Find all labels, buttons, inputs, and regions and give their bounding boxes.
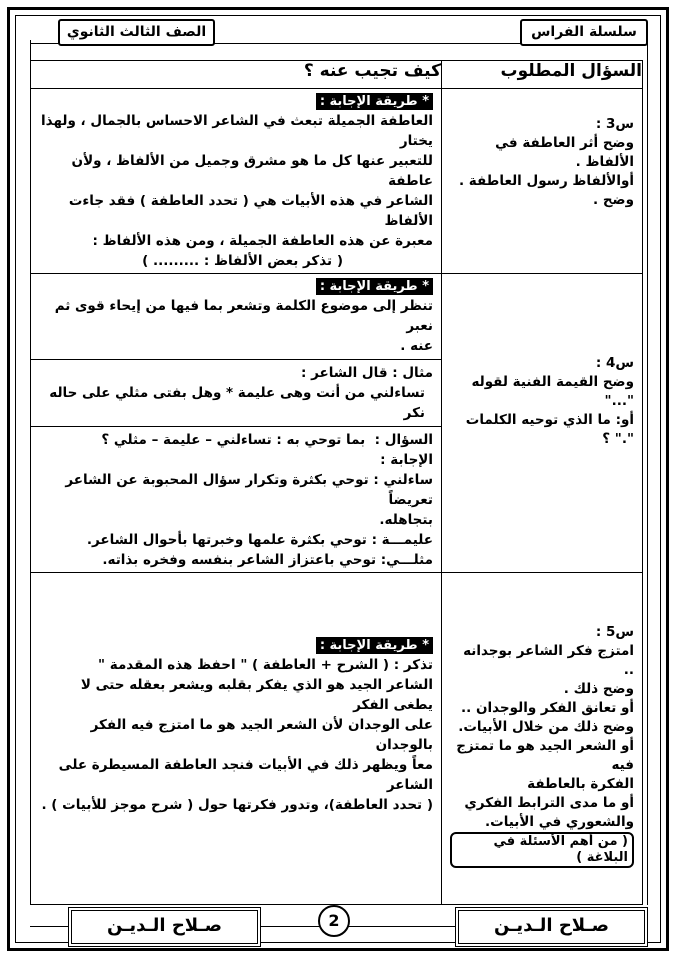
verse-line: تساءلني من أنت وهى عليمة * وهل بفتى مثلي على حاله نكر: [49, 385, 425, 421]
question-text: بما توحي به : تساءلني – عليمة – مثلي ؟: [101, 432, 366, 448]
question-line: الفكرة بالعاطفة: [527, 776, 634, 792]
series-title: سلسلة الفراس: [520, 19, 648, 46]
table-row: [31, 573, 643, 905]
answer-cell: [31, 89, 442, 274]
question-column-header: السؤال المطلوب: [442, 61, 643, 89]
question-cell: [442, 274, 643, 573]
question-line: أوالألفاظ رسول العاطفة . وضح .: [458, 173, 634, 208]
question-line: وضح القيمة الفنية لقوله "...": [471, 374, 634, 409]
answer-line: الشاعر في هذه الأبيات هي ( تحدد العاطفة ) فقد جاءت الألفاظ: [68, 193, 433, 229]
word-meaning: توحي باعتزاز الشاعر بنفسه وفخره بذاته.: [102, 552, 377, 568]
answer-cell: [31, 573, 442, 905]
question-line: وضح ذلك من خلال الأبيات.: [458, 719, 634, 735]
answer-column-header: كيف تجيب عنه ؟: [31, 61, 442, 89]
qa-table: [30, 60, 643, 905]
divider: [31, 426, 441, 427]
word-explanation: [39, 550, 433, 570]
answer-method-label: * طريقة الإجابة :: [316, 278, 433, 295]
question-line: وضح ذلك .: [563, 681, 634, 697]
answer-line: معبرة عن هذه العاطفة الجميلة ، ومن هذه الألفاظ :: [92, 233, 433, 249]
answer-line: معاً ويظهر ذلك في الأبيات فنجد العاطفة المسيطرة على الشاعر: [58, 757, 433, 793]
example-title: مثال : قال الشاعر :: [301, 365, 433, 381]
grade-title: الصف الثالث الثانوي: [58, 19, 215, 46]
answer-line: على الوجدان لأن الشعر الجيد هو ما امتزج فيه الفكر بالوجدان: [90, 717, 433, 753]
answer-line: الشاعر الجيد هو الذي يفكر بقلبه ويشعر بعقله حتى لا يطغى الفكر: [80, 677, 433, 713]
answer-cell: [31, 274, 442, 573]
word: ساءلني :: [373, 472, 433, 488]
word: مثلـــي:: [380, 552, 433, 568]
word-explanation-cont: بتجاهله.: [379, 512, 433, 528]
question-line: امتزج فكر الشاعر بوجدانه ..: [463, 643, 634, 678]
question-line: أو تعانق الفكر والوجدان ..: [461, 700, 634, 716]
answer-line: للتعبير عنها كل ما هو مشرق وجميل من الألفاظ ، ولأن عاطفة: [71, 153, 433, 189]
question-prompt: [39, 430, 433, 450]
question-line: أو: ما الذي توحيه الكلمات "." ؟: [465, 412, 634, 447]
answer-line: ( تحدد العاطفة)، وتدور فكرتها حول ( شرح موجز للأبيات ) .: [41, 797, 433, 813]
question-number: س3 :: [595, 116, 634, 132]
answer-line: العاطفة الجميلة تبعث في الشاعر الاحساس بالجمال ، ولهذا يختار: [41, 113, 433, 149]
question-number: س4 :: [595, 355, 634, 371]
word-meaning: توحي بكثرة علمها وخبرتها بأحوال الشاعر.: [86, 532, 367, 548]
page-number: 2: [318, 905, 350, 937]
word-explanation: [39, 470, 433, 510]
question-label: السؤال :: [374, 432, 433, 448]
table-row: [31, 89, 643, 274]
word: عليمـــة :: [371, 532, 433, 548]
word-meaning: توحي بكثرة وتكرار سؤال المحبوبة عن الشاعر تعريضاً: [65, 472, 433, 508]
answer-line: ( تذكر بعض الألفاظ : ......... ): [142, 253, 343, 269]
question-cell: [442, 573, 643, 905]
question-line: والشعوري في الأبيات.: [485, 814, 634, 830]
answer-line: تذكر : ( الشرح + العاطفة ) " احفظ هذه المقدمة ": [98, 657, 433, 673]
question-line: أو الشعر الجيد هو ما تمتزج فيه: [456, 738, 634, 773]
answer-label: الإجابة :: [380, 452, 433, 468]
answer-line: تنظر إلى موضوع الكلمة وتشعر بما فيها من إيحاء قوى ثم نعبر: [54, 298, 433, 334]
question-number: س5 :: [595, 624, 634, 640]
word-explanation: [39, 530, 433, 550]
question-cell: [442, 89, 643, 274]
question-line: أو ما مدى الترابط الفكري: [464, 795, 634, 811]
answer-method-label: * طريقة الإجابة :: [316, 93, 433, 110]
importance-badge: ( من أهم الأسئلة في البلاغة ): [450, 832, 634, 868]
author-box-left: صـلاح الـديـن: [68, 907, 261, 947]
question-line: وضح أثر العاطفة في الألفاظ .: [495, 135, 634, 170]
table-header-row: [31, 61, 643, 89]
right-rule: [647, 40, 648, 905]
divider: [31, 359, 441, 360]
answer-method-label: * طريقة الإجابة :: [316, 637, 433, 654]
author-box-right: صـلاح الـديـن: [455, 907, 648, 947]
answer-line: عنه .: [400, 338, 433, 354]
table-row: [31, 274, 643, 573]
